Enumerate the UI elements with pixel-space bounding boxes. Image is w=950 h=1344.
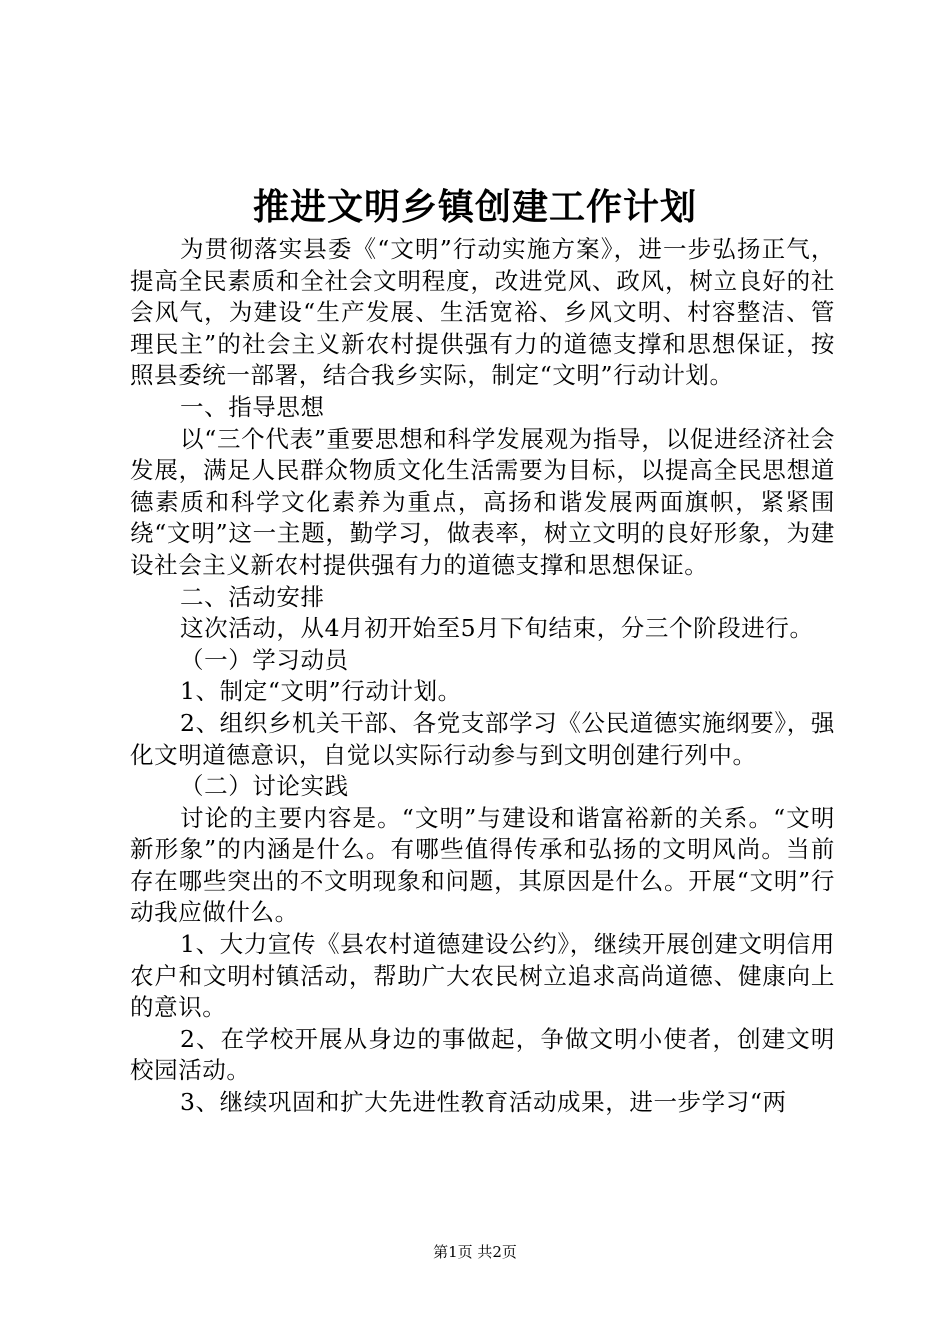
list-item: 2、在学校开展从身边的事做起，争做文明小使者，创建文明校园活动。 [130, 1024, 835, 1085]
paragraph-activity-schedule: 这次活动，从4月初开始至5月下旬结束，分三个阶段进行。 [180, 614, 814, 643]
subsection-heading-discussion-practice: （二）讨论实践 [180, 772, 349, 801]
list-item: 1、大力宣传《县农村道德建设公约》，继续开展创建文明信用农户和文明村镇活动，帮助广大农民树立追求高尚道德、健康向上的意识。 [130, 930, 835, 1022]
paragraph-discussion-content: 讨论的主要内容是。“文明”与建设和谐富裕新的关系。“文明新形象”的内涵是什么。有哪些值得传承和弘扬的文明风尚。当前存在哪些突出的不文明现象和问题，其原因是什么。开展“文明”行动我应做什么。 [130, 803, 835, 927]
subsection-heading-study-mobilization: （一）学习动员 [180, 645, 349, 674]
list-item: 2、组织乡机关干部、各党支部学习《公民道德实施纲要》，强化文明道德意识，自觉以实际行动参与到文明创建行列中。 [130, 708, 835, 769]
document-title: 推进文明乡镇创建工作计划 [252, 186, 697, 228]
page-footer: 第1页 共2页 [433, 1243, 517, 1261]
paragraph-guiding-ideology: 以“三个代表”重要思想和科学发展观为指导，以促进经济社会发展，满足人民群众物质文化生活需要为目标，以提高全民思想道德素质和科学文化素养为重点，高扬和谐发展两面旗帜，紧紧围绕“文明”这一主题，勤学习，做表率，树立文明的良好形象，为建设社会主义新农村提供强有力的道德支撑和思想保证。 [130, 424, 835, 579]
document-body [130, 234, 835, 1119]
list-item: 3、继续巩固和扩大先进性教育活动成果，进一步学习“两 [180, 1088, 787, 1117]
paragraph-intro: 为贯彻落实县委《“文明”行动实施方案》，进一步弘扬正气，提高全民素质和全社会文明程度，改进党风、政风，树立良好的社会风气，为建设“生产发展、生活宽裕、乡风文明、村容整洁、管理民主”的社会主义新农村提供强有力的道德支撑和思想保证，按照县委统一部署，结合我乡实际，制定“文明”行动计划。 [130, 235, 835, 390]
section-heading-activity-arrangement: 二、活动安排 [180, 582, 325, 611]
list-item: 1、制定“文明”行动计划。 [180, 677, 462, 706]
section-heading-guiding-ideology: 一、指导思想 [180, 392, 325, 421]
